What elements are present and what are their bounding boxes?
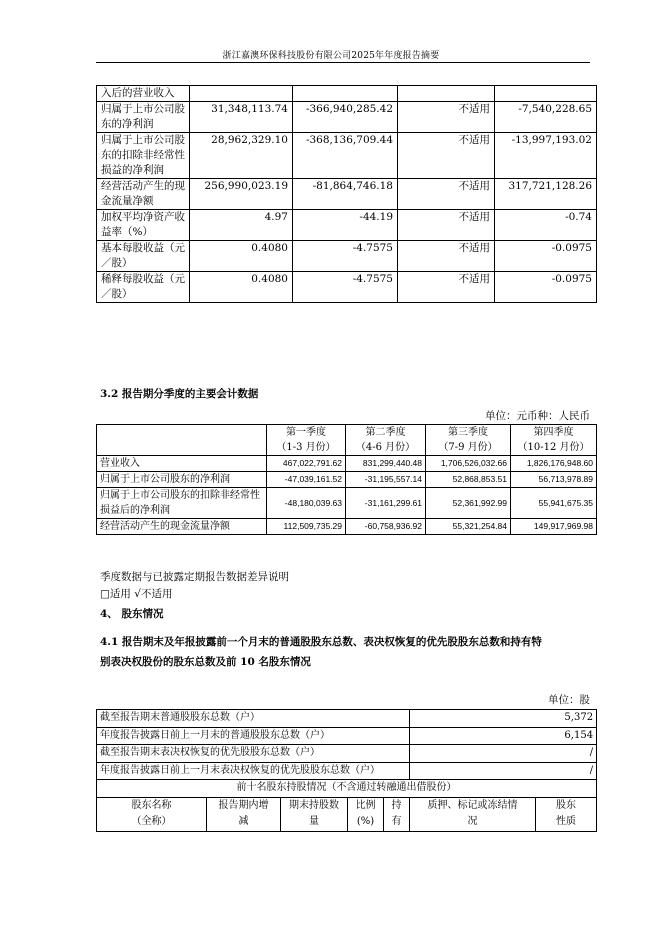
cell-value: 149,917,969.98 — [511, 519, 597, 535]
cell-value: -0.74 — [495, 210, 597, 241]
table-row — [97, 472, 597, 488]
cell-value: 112,509,735.29 — [267, 519, 346, 535]
cell-value: 55,321,254.84 — [426, 519, 511, 535]
table-row — [97, 456, 597, 472]
cell-value: 不适用 — [398, 241, 495, 272]
row-label: 稀释每股收益（元／股） — [97, 272, 190, 303]
column-header: 期末持股数 量 — [281, 797, 348, 831]
table-row — [97, 179, 597, 210]
table-row — [97, 210, 597, 241]
table-row — [97, 133, 597, 179]
top10-title: 前十名股东持股情况（不含通过转融通出借股份） — [97, 780, 597, 798]
quarter-header: 第三季度 （7-9 月份） — [426, 425, 511, 456]
section-heading-quarterly: 3.2 报告期分季度的主要会计数据 — [100, 388, 259, 400]
cell-value: 52,868,853.51 — [426, 472, 511, 488]
row-label: 加权平均净资产收益率（%） — [97, 210, 190, 241]
summary-value: 5,372 — [410, 710, 597, 728]
cell-value: 831,299,440.48 — [346, 456, 426, 472]
cell-value: 52,361,992.99 — [426, 488, 511, 519]
cell-value: 56,713,978.89 — [511, 472, 597, 488]
table-row — [97, 519, 597, 535]
quarterly-note-options: □适用 √不适用 — [100, 588, 173, 600]
column-header: 质押、标记或冻结情 况 — [410, 797, 536, 831]
summary-label: 截至报告期末普通股股东总数（户） — [97, 710, 410, 728]
cell-value: 1,826,176,948.60 — [511, 456, 597, 472]
column-header: 持 有 — [384, 797, 410, 831]
cell-value: -7,540,228.65 — [495, 102, 597, 133]
cell-value: 0.4080 — [190, 241, 293, 272]
column-header: 报告期内增 减 — [207, 797, 281, 831]
summary-value: / — [410, 762, 597, 780]
cell-value: 不适用 — [398, 210, 495, 241]
table-row — [97, 710, 597, 728]
subsection-heading-line2: 别表决权股份的股东总数及前 10 名股东情况 — [100, 656, 311, 668]
cell-value: 不适用 — [398, 102, 495, 133]
cell-value: 467,022,791.62 — [267, 456, 346, 472]
summary-label: 截至报告期末表决权恢复的优先股股东总数（户） — [97, 745, 410, 763]
subsection-heading-line1: 4.1 报告期末及年报披露前一个月末的普通股股东总数、表决权恢复的优先股股东总数和持有特 — [100, 636, 542, 648]
cell-value: 不适用 — [398, 133, 495, 179]
cell-value: 不适用 — [398, 179, 495, 210]
table-row — [97, 780, 597, 798]
cell-value: -368,136,709.44 — [293, 133, 398, 179]
table-row — [97, 272, 597, 303]
row-label: 营业收入 — [97, 456, 267, 472]
table-row — [97, 102, 597, 133]
table-row — [97, 727, 597, 745]
cell-value: 1,706,526,032.66 — [426, 456, 511, 472]
quarter-header: 第二季度 （4-6 月份） — [346, 425, 426, 456]
cell-value: -366,940,285.42 — [293, 102, 398, 133]
shareholders-table — [96, 709, 597, 832]
table-row — [97, 762, 597, 780]
summary-label: 年度报告披露日前上一月末表决权恢复的优先股股东总数（户） — [97, 762, 410, 780]
share-unit: 单位：股 — [548, 694, 590, 706]
header-rule — [96, 62, 590, 63]
cell-value: 55,941,675.35 — [511, 488, 597, 519]
row-label: 归属于上市公司股东的净利润 — [97, 102, 190, 133]
cell-value: 不适用 — [398, 272, 495, 303]
summary-value: / — [410, 745, 597, 763]
main-accounting-table — [96, 85, 597, 303]
table-row — [97, 745, 597, 763]
table-row — [97, 488, 597, 519]
cell-value: -81,864,746.18 — [293, 179, 398, 210]
cell-value: -4.7575 — [293, 241, 398, 272]
cell-value: -47,039,161.52 — [267, 472, 346, 488]
cell-value: -31,161,299.61 — [346, 488, 426, 519]
section-heading-shareholders: 4、 股东情况 — [100, 608, 164, 620]
table-header-row — [97, 797, 597, 831]
row-label: 归属于上市公司股东的扣除非经常性损益后的净利润 — [97, 488, 267, 519]
column-header: 股东名称 （全称） — [97, 797, 207, 831]
summary-value: 6,154 — [410, 727, 597, 745]
cell-value: -48,180,039.63 — [267, 488, 346, 519]
quarter-header: 第一季度 （1-3 月份） — [267, 425, 346, 456]
currency-unit: 单位：元币种：人民币 — [485, 410, 590, 422]
cell-value: 31,348,113.74 — [190, 102, 293, 133]
row-label: 归属于上市公司股东的扣除非经常性损益的净利润 — [97, 133, 190, 179]
table-header-row — [97, 425, 597, 456]
column-header: 比例 (%) — [348, 797, 384, 831]
row-label: 经营活动产生的现金流量净额 — [97, 519, 267, 535]
cell-value: 256,990,023.19 — [190, 179, 293, 210]
cell-value: -0.0975 — [495, 241, 597, 272]
cell-value: 0.4080 — [190, 272, 293, 303]
cell-value: -31,195,557.14 — [346, 472, 426, 488]
row-label: 经营活动产生的现金流量净额 — [97, 179, 190, 210]
cell-value: 317,721,128.26 — [495, 179, 597, 210]
table-row — [97, 241, 597, 272]
cell-value: -0.0975 — [495, 272, 597, 303]
quarterly-note: 季度数据与已披露定期报告数据差异说明 — [100, 571, 289, 583]
cell-value: 4.97 — [190, 210, 293, 241]
quarterly-table — [96, 424, 597, 535]
table-row — [97, 86, 597, 102]
row-label: 入后的营业收入 — [97, 86, 190, 102]
row-label: 基本每股收益（元／股） — [97, 241, 190, 272]
cell-value: -4.7575 — [293, 272, 398, 303]
cell-value: -13,997,193.02 — [495, 133, 597, 179]
summary-label: 年度报告披露日前上一月末的普通股股东总数（户） — [97, 727, 410, 745]
cell-value: -44.19 — [293, 210, 398, 241]
report-header: 浙江嘉澳环保科技股份有限公司2025年年度报告摘要 — [222, 51, 440, 61]
quarter-header: 第四季度 （10-12 月份） — [511, 425, 597, 456]
cell-value: 28,962,329.10 — [190, 133, 293, 179]
column-header: 股东 性质 — [536, 797, 597, 831]
row-label: 归属于上市公司股东的净利润 — [97, 472, 267, 488]
cell-value: -60,758,936.92 — [346, 519, 426, 535]
